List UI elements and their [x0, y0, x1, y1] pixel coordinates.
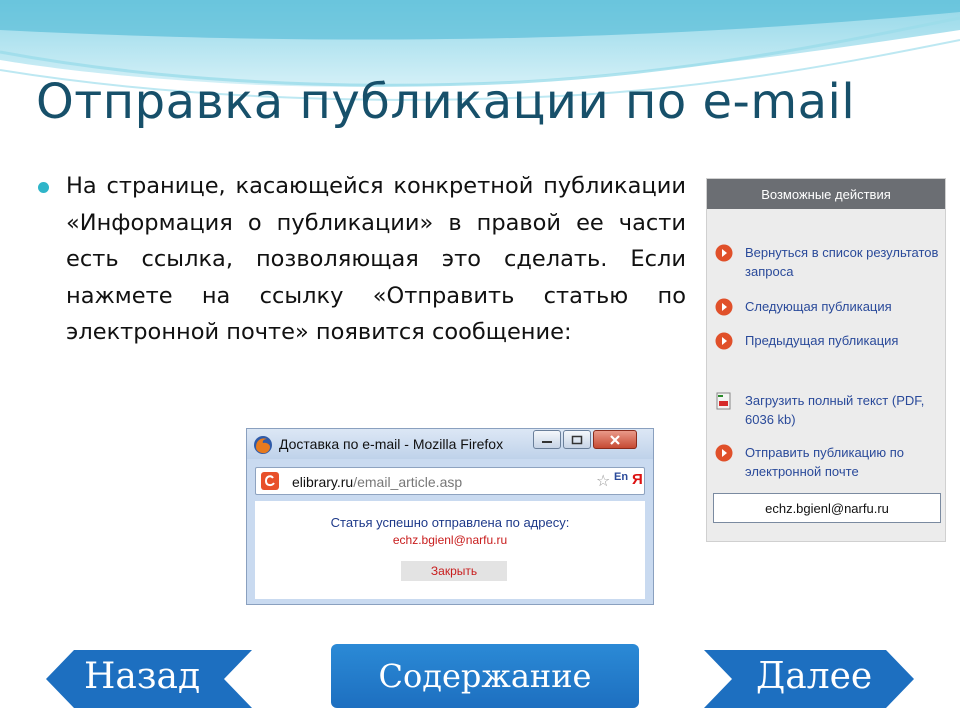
arrow-right-icon	[715, 244, 733, 262]
email-field[interactable]: echz.bgienl@narfu.ru	[713, 493, 941, 523]
close-window-button[interactable]	[593, 430, 637, 449]
url-text	[292, 474, 462, 490]
action-return-to-results[interactable]	[715, 243, 943, 281]
action-label: 6036 kb)	[745, 412, 796, 427]
arrow-right-icon	[715, 332, 733, 350]
action-label: Предыдущая публикация	[745, 333, 899, 348]
contents-label: Содержание	[378, 657, 592, 695]
action-send-by-email[interactable]	[715, 443, 943, 481]
next-label: Далее	[756, 656, 873, 697]
maximize-button[interactable]	[563, 430, 591, 449]
action-label: Отправить публикацию по	[745, 445, 905, 460]
popup-window-title: Доставка по e-mail - Mozilla Firefox	[279, 436, 504, 452]
back-button[interactable]	[46, 650, 252, 708]
slide-title: Отправка публикации по e-mail	[36, 74, 856, 130]
elibrary-site-icon	[261, 472, 279, 490]
firefox-logo-icon	[253, 435, 273, 455]
action-label: Загрузить полный текст (PDF,	[745, 393, 925, 408]
back-label: Назад	[84, 656, 201, 697]
url-bar[interactable]	[255, 467, 645, 495]
url-path: /email_article.asp	[353, 474, 463, 490]
action-previous-publication[interactable]	[715, 331, 943, 350]
possible-actions-panel	[706, 178, 946, 542]
pdf-icon	[715, 392, 733, 410]
maximize-icon	[571, 435, 583, 445]
action-label: запроса	[745, 264, 794, 279]
popup-content	[255, 501, 645, 599]
bookmark-star-icon[interactable]: ☆	[596, 471, 611, 490]
close-popup-button[interactable]: Закрыть	[401, 561, 507, 581]
sent-email-address: echz.bgienl@narfu.ru	[392, 533, 508, 547]
action-download-full-text[interactable]	[715, 391, 943, 429]
action-label: электронной почте	[745, 464, 859, 479]
minimize-icon	[541, 435, 553, 445]
yandex-icon[interactable]: Я	[632, 471, 643, 488]
close-icon	[609, 434, 621, 446]
language-badge: En	[614, 471, 629, 483]
action-label: Вернуться в список результатов	[745, 245, 939, 260]
contents-button[interactable]	[331, 644, 639, 708]
slide-body-text: На странице, касающейся конкретной публикации «Информация о публикации» в правой ее части есть ссылка, позволяющая это сделать. Если нажмете на ссылку «Отправить статью по электронной почте» появится сообщение:	[66, 173, 686, 345]
url-domain: elibrary.ru	[292, 474, 354, 490]
arrow-right-icon	[715, 444, 733, 462]
next-button[interactable]	[704, 650, 914, 708]
minimize-button[interactable]	[533, 430, 561, 449]
actions-panel-header: Возможные действия	[707, 179, 945, 209]
firefox-popup-window	[246, 428, 654, 605]
success-message: Статья успешно отправлена по адресу:	[330, 515, 570, 530]
action-label: Следующая публикация	[745, 299, 892, 314]
bullet-dot	[38, 182, 49, 193]
arrow-right-icon	[715, 298, 733, 316]
popup-titlebar[interactable]	[247, 429, 653, 459]
action-next-publication[interactable]	[715, 297, 943, 316]
